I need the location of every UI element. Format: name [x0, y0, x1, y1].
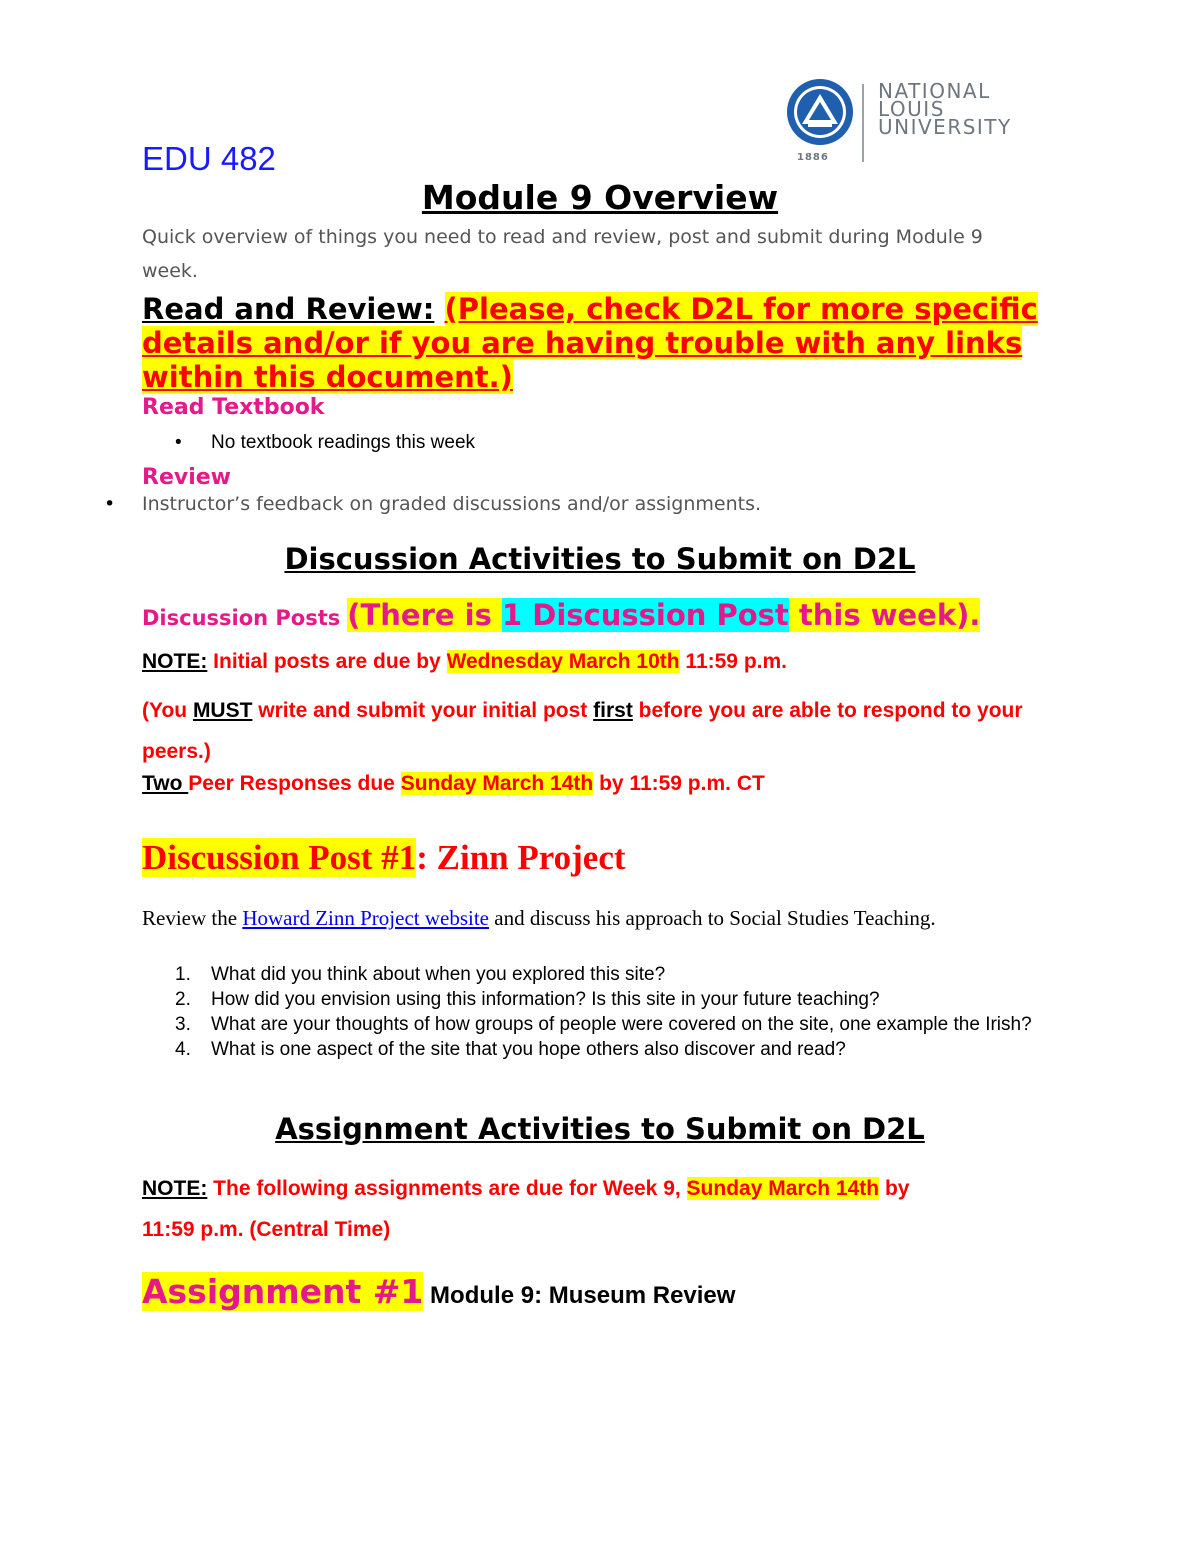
logo-divider	[862, 84, 864, 162]
assignment-1-title: Module 9: Museum Review	[423, 1282, 736, 1309]
discussion-posts-label: Discussion Posts	[142, 606, 341, 630]
list-item	[175, 432, 475, 454]
assignment-1-heading	[142, 1272, 735, 1311]
intro-text: Quick overview of things you need to read and review, post and submit during Module 9 week.	[142, 226, 983, 282]
logo-line: NATIONAL	[878, 79, 991, 103]
zinn-suffix: and discuss his approach to Social Studies Teaching.	[489, 906, 936, 930]
must-text: write and submit your initial post	[252, 699, 594, 722]
zinn-project-link[interactable]: Howard Zinn Project website	[242, 906, 490, 930]
discussion-posts-count: 1 Discussion Post	[501, 598, 789, 632]
course-code: EDU 482	[142, 140, 276, 177]
must-emphasis: MUST	[192, 699, 253, 722]
list-item	[104, 493, 761, 515]
note-date: Sunday March 14th	[686, 1177, 880, 1200]
logo-line: UNIVERSITY	[878, 115, 1012, 139]
read-review-heading	[142, 292, 1042, 394]
question-number: 1.	[175, 964, 191, 985]
peer-date: Sunday March 14th	[400, 772, 594, 795]
discussion-posts-prefix: (There is	[347, 598, 502, 632]
must-post-note	[142, 690, 1072, 772]
question-text: How did you envision using this information? Is this site in your future teaching?	[211, 989, 880, 1010]
discussion-post-1-heading	[142, 838, 626, 878]
list-item	[175, 962, 1075, 987]
note-text: Initial posts are due by	[207, 650, 447, 673]
discussion-posts-suffix: this week).	[788, 598, 981, 632]
question-number: 4.	[175, 1039, 191, 1060]
question-list	[175, 962, 1075, 1062]
question-number: 3.	[175, 1014, 191, 1035]
page-title: Module 9 Overview	[421, 178, 779, 217]
question-number: 2.	[175, 989, 191, 1010]
discussion-post-1-title: : Zinn Project	[416, 838, 626, 877]
peer-responses-note	[142, 772, 765, 796]
assignment-1-label: Assignment #1	[142, 1272, 424, 1311]
list-item	[175, 1012, 1075, 1037]
discussion-heading: Discussion Activities to Submit on D2L	[284, 542, 916, 576]
question-text: What did you think about when you explored this site?	[211, 964, 666, 985]
question-text: What is one aspect of the site that you hope others also discover and read?	[211, 1039, 846, 1060]
triangle-seal-icon	[780, 76, 860, 156]
assignment-due-note	[142, 1168, 1042, 1250]
note-time: 11:59 p.m. (Central Time)	[142, 1218, 391, 1241]
logo-line: LOUIS	[878, 97, 945, 121]
read-textbook-label: Read Textbook	[142, 395, 325, 420]
bullet-icon: •	[175, 432, 182, 453]
note-by: by	[879, 1177, 910, 1200]
logo-wordmark	[878, 79, 1012, 139]
read-review-note: (Please, check D2L for more specific details and/or if you are having trouble with any links within this document.)	[142, 292, 1038, 394]
assignment-heading: Assignment Activities to Submit on D2L	[275, 1112, 925, 1146]
first-emphasis: first	[593, 699, 633, 722]
must-text: before you are able to respond to your peers.)	[142, 699, 1023, 763]
peer-text: Peer Responses due	[188, 772, 401, 795]
note-text: The following assignments are due for Week 9,	[207, 1177, 687, 1200]
review-label: Review	[142, 465, 231, 490]
initial-post-note	[142, 650, 787, 674]
read-review-lead: Read and Review:	[142, 292, 435, 326]
note-label: NOTE:	[142, 650, 208, 673]
discussion-post-1-label: Discussion Post #1	[142, 838, 417, 877]
logo-year: 1886	[797, 152, 829, 163]
list-item	[175, 987, 1075, 1012]
review-item-text: Instructor’s feedback on graded discussions and/or assignments.	[142, 493, 762, 515]
peer-count: Two	[142, 772, 189, 795]
list-item	[175, 1037, 1075, 1062]
discussion-posts-line	[142, 598, 980, 632]
zinn-instructions	[142, 906, 936, 931]
note-time: 11:59 p.m.	[679, 650, 787, 673]
note-label: NOTE:	[142, 1177, 208, 1200]
textbook-item-text: No textbook readings this week	[211, 432, 476, 453]
must-text: (You	[142, 699, 193, 722]
peer-time: by 11:59 p.m. CT	[593, 772, 765, 795]
note-date: Wednesday March 10th	[446, 650, 680, 673]
bullet-icon: •	[104, 493, 116, 515]
zinn-prefix: Review the	[142, 906, 243, 930]
question-text: What are your thoughts of how groups of people were covered on the site, one example the Irish?	[211, 1014, 1032, 1035]
